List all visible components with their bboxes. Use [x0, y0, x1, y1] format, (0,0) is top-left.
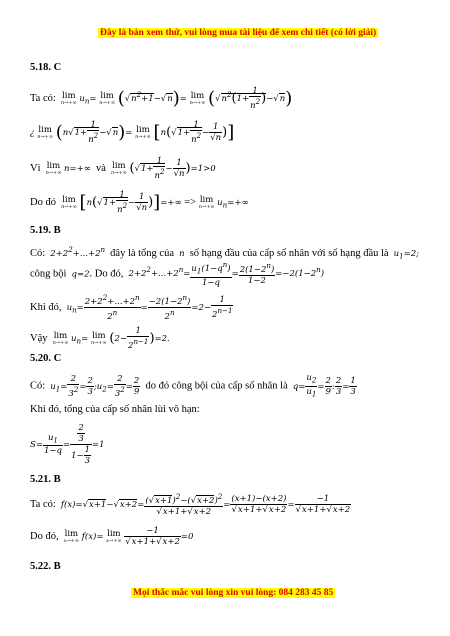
text: Khi đó,: [30, 301, 62, 313]
text: Có:: [30, 380, 46, 392]
equation-5-19-line3: Khi đó, $u_n=$ $\frac{2+2^2+...+2^n}{2^n}$ = $\frac{-2(1-2^n)}{2^n}$ =2− $\frac{1}{2^{n-1}}$: [30, 293, 233, 322]
section-title-5-18: 5.18. C: [30, 62, 62, 73]
section-title-5-20: 5.20. C: [30, 353, 62, 364]
equation-5-18-line4: Do đó lim n→+∞ [n(√1+ $\frac{1}{n^2}$ − $\frac{1}{√n}$ )]=+∞ => lim n→+∞ $u_n=+\infty$: [30, 190, 249, 215]
text: Do đó: [30, 197, 56, 208]
equation-5-21-line2: Do đó, lim x→+∞ f(x)= lim x→+∞ $\frac{-1}{√x+1+√x+2}$ =0: [30, 526, 194, 547]
section-title-5-21: 5.21. B: [30, 474, 61, 485]
text: =>: [184, 197, 199, 208]
equation-5-20-sum: S= $\frac{u_1}{1-q}$ = $\frac{2}{3}$ 1− $\frac{1}{3}$ =1: [30, 423, 105, 466]
equation-5-19-line1: Có: $2+2^2+...+2^n$ đây là tổng của n số hạng đầu của cấp số nhân với số hạng đầu là $u_1=2$;: [30, 245, 420, 261]
text: số hạng đầu của cấp số nhân với số hạng đầu là: [189, 248, 389, 259]
equation-5-19-line2: công bội q=2. Do đó, $2+2^2+...+2^n=$ $\frac{u_1(1-q^n)}{1-q}$ = $\frac{2(1-2^n)}{1-2}$ $=-2(1-2^n)$: [30, 260, 325, 288]
text: Ta có:: [30, 499, 56, 510]
text-5-20-line2: Khi đó, tổng của cấp số nhân lùi vô hạn:: [30, 404, 200, 415]
equation-5-18-line1: Ta có: lim n→+∞ $u_n= \lim$ n→+∞ $(√n^2+1-√n)= \lim$ n→+∞ ($√n^2(1+$ $\frac{1}{n^2}$ )−√n): [30, 86, 293, 111]
text: Ta có:: [30, 93, 56, 104]
preview-banner: Đây là bản xem thử, vui lòng mua tài liệu để xem chi tiết (có lời giải): [100, 28, 377, 38]
equation-5-21-line1: Ta có: f(x)=√x+1−√x+2= $\frac{(√x+1)^2-(√x+2)^2}{√x+1+√x+2}$ = $\frac{(x+1)-(x+2)}{√x+1+√x+2}$ = $\frac{-1}{√x+1+√x+2}$: [30, 492, 351, 517]
section-title-5-19: 5.19. B: [30, 225, 61, 236]
text: đây là tổng của: [110, 248, 175, 259]
equation-5-18-line3: Vì lim n→+∞ n=+∞ và lim n→+∞ (√1+ $\frac{1}{n^2}$ − $\frac{1}{√n}$ )=1>0: [30, 156, 216, 181]
text: và: [95, 163, 106, 174]
text: Vì: [30, 163, 41, 174]
text: công bội: [30, 268, 67, 280]
text: do đó công bội của cấp số nhân là: [145, 380, 288, 392]
text: Do đó,: [30, 531, 59, 542]
text: . Do đó,: [89, 268, 124, 280]
section-title-5-22: 5.22. B: [30, 561, 61, 572]
text: Vậy: [30, 333, 48, 344]
equation-5-19-line4: Vậy lim n→+∞ $u_n= \lim$ n→+∞ (2− $\frac{1}{2^{n-1}}$ )=2.: [30, 326, 170, 351]
text: Có:: [30, 248, 46, 259]
equation-5-18-line2: ¿ lim n→+∞ (n√1+ $\frac{1}{n^2}$ −√n)= lim n→+∞ [n(√1+ $\frac{1}{n^2}$ − $\frac{1}{√n}$ )]: [30, 120, 235, 145]
contact-banner: Mọi thắc mắc vui lòng xin vui lòng: 084 283 45 85: [133, 588, 334, 598]
equation-5-20-line1: Có: $u_1=$ $\frac{2}{3^2}$ = $\frac{2}{3}$ $;u_2=$ $\frac{2}{3^2}$ = $\frac{2}{9}$ do đó công bội của cấp số nhân là q= $\frac{u_2}{u_1}$ = $\frac{2}{9}$ : $\frac{2}{3}$ = $\frac{1}{3}$: [30, 373, 356, 399]
